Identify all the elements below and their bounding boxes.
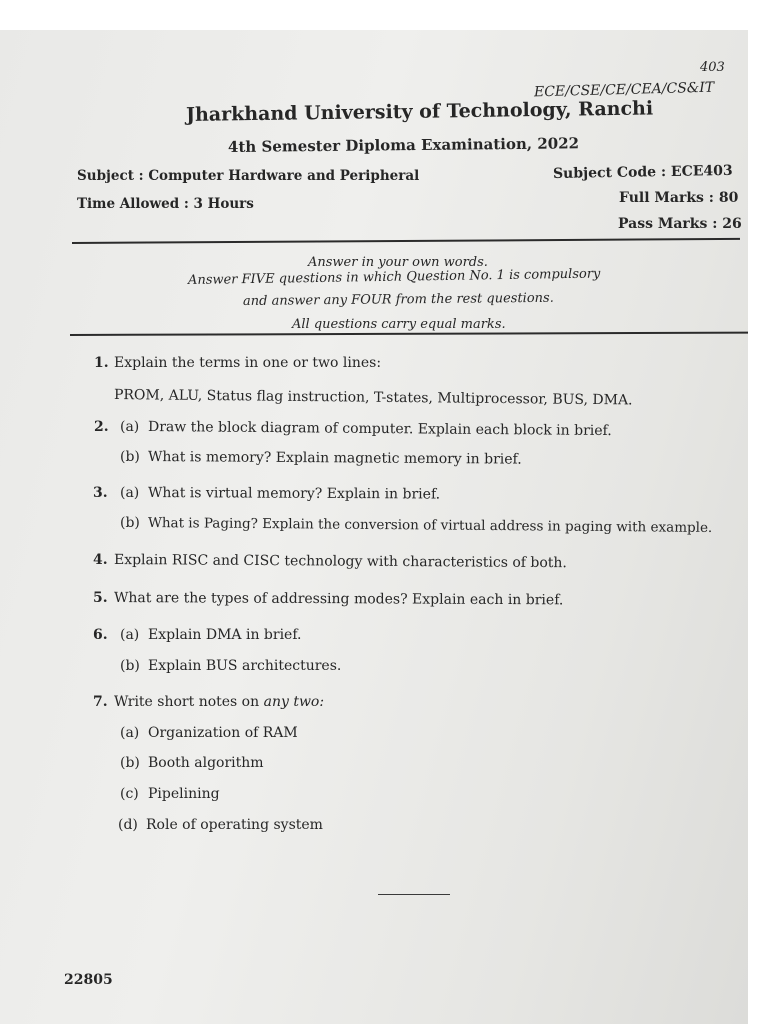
- part-label: (a): [120, 627, 140, 643]
- part-text: What is memory? Explain magnetic memory in brief.: [147, 449, 522, 468]
- part-text: Role of operating system: [146, 817, 323, 833]
- instruction-line-3: and answer any FOUR from the rest questions.: [242, 290, 554, 309]
- part-label: (a): [120, 419, 140, 435]
- part-text: Booth algorithm: [148, 755, 264, 771]
- exam-title: 4th Semester Diploma Examination, 2022: [227, 134, 580, 156]
- question-number: 3.: [93, 485, 108, 501]
- end-of-paper-line: [378, 894, 450, 895]
- part-text: Organization of RAM: [148, 725, 298, 741]
- subject-name: Subject : Computer Hardware and Peripheral: [77, 168, 420, 184]
- paper-code: 403: [700, 60, 725, 75]
- part-text: Pipelining: [148, 786, 220, 802]
- part-label: (b): [120, 449, 140, 465]
- question-text-line2: PROM, ALU, Status flag instruction, T-states, Multiprocessor, BUS, DMA.: [113, 387, 633, 409]
- university-title: Jharkhand University of Technology, Ranchi: [185, 97, 654, 126]
- instructions-divider: [70, 332, 748, 336]
- footer-code: 22805: [64, 972, 113, 988]
- question-text: [114, 694, 324, 710]
- part-label: (c): [120, 786, 139, 802]
- question-number: 2.: [94, 419, 109, 435]
- question-text-main: Write short notes on: [114, 694, 260, 710]
- question-text: Explain the terms in one or two lines:: [114, 355, 382, 371]
- instruction-line-1: Answer in your own words.: [308, 255, 488, 270]
- question-text-emphasis: any two:: [263, 694, 325, 710]
- header-divider: [72, 238, 740, 244]
- question-number: 5.: [93, 590, 108, 606]
- question-number: 7.: [93, 694, 108, 710]
- part-text: What is Paging? Explain the conversion of virtual address in paging with example.: [147, 515, 713, 536]
- question-number: 1.: [94, 355, 109, 371]
- part-label: (b): [120, 755, 140, 771]
- pass-marks: Pass Marks : 26: [618, 216, 742, 232]
- part-label: (d): [118, 817, 138, 833]
- part-text: What is virtual memory? Explain in brief.: [147, 485, 441, 503]
- part-text: Explain DMA in brief.: [148, 627, 302, 643]
- question-text: What are the types of addressing modes? Explain each in brief.: [113, 590, 564, 609]
- part-label: (a): [120, 725, 140, 741]
- time-allowed: Time Allowed : 3 Hours: [77, 196, 254, 212]
- full-marks: Full Marks : 80: [619, 190, 739, 206]
- exam-paper: [0, 30, 748, 1024]
- part-text: Draw the block diagram of computer. Explain each block in brief.: [147, 419, 612, 440]
- part-label: (a): [120, 485, 140, 501]
- question-number: 4.: [93, 552, 108, 568]
- question-number: 6.: [93, 627, 108, 643]
- part-label: (b): [120, 658, 140, 674]
- instruction-line-2: Answer FIVE questions in which Question No. 1 is compulsory: [187, 266, 601, 288]
- question-text: Explain RISC and CISC technology with characteristics of both.: [113, 552, 567, 572]
- branch-list: ECE/CSE/CE/CEA/CS&IT: [533, 79, 715, 101]
- instruction-line-4: All questions carry equal marks.: [292, 317, 506, 332]
- part-label: (b): [120, 515, 140, 531]
- part-text: Explain BUS architectures.: [148, 658, 342, 674]
- subject-code: Subject Code : ECE403: [552, 162, 733, 182]
